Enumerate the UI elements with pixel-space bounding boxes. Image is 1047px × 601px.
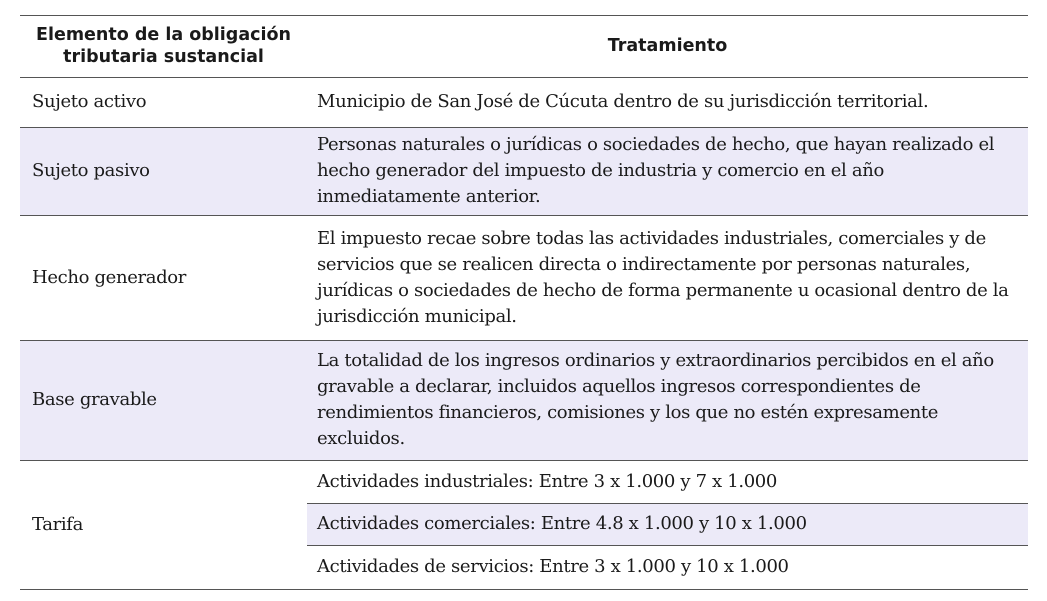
row-element-sujeto-pasivo: Sujeto pasivo <box>32 160 150 181</box>
row-element-base-gravable: Base gravable <box>32 389 157 410</box>
tarifa-item: Actividades de servicios: Entre 3 x 1.000 y 10 x 1.000 <box>317 556 789 577</box>
row-treatment-sujeto-pasivo: Personas naturales o jurídicas o sociedades de hecho, que hayan realizado el hecho generador del impuesto de industria y comercio en el año inmediatamente anterior. <box>317 134 995 207</box>
header-element: Elemento de la obligación tributaria sustancial <box>36 25 291 67</box>
row-element-tarifa: Tarifa <box>32 513 83 535</box>
header-treatment: Tratamiento <box>607 36 728 56</box>
row-treatment-sujeto-activo: Municipio de San José de Cúcuta dentro de su jurisdicción territorial. <box>317 91 929 112</box>
tarifa-item: Actividades industriales: Entre 3 x 1.000 y 7 x 1.000 <box>317 470 778 492</box>
row-element-sujeto-activo: Sujeto activo <box>32 91 147 112</box>
tarifa-item: Actividades comerciales: Entre 4.8 x 1.000 y 10 x 1.000 <box>317 513 807 534</box>
row-treatment-base-gravable: La totalidad de los ingresos ordinarios y extraordinarios percibidos en el año gravable a declarar, incluidos aquellos ingresos correspondientes de rendimientos financieros, comisiones y los que no estén expresamente excluidos. <box>317 350 994 449</box>
table-bottom-rule <box>20 589 1028 590</box>
row-element-hecho-generador: Hecho generador <box>32 266 187 288</box>
row-treatment-hecho-generador: El impuesto recae sobre todas las actividades industriales, comerciales y de servicios que se realicen directa o indirectamente por personas naturales, jurídicas o sociedades de hecho de forma permanente u ocasional dentro de la jurisdicción municipal. <box>317 227 1009 327</box>
